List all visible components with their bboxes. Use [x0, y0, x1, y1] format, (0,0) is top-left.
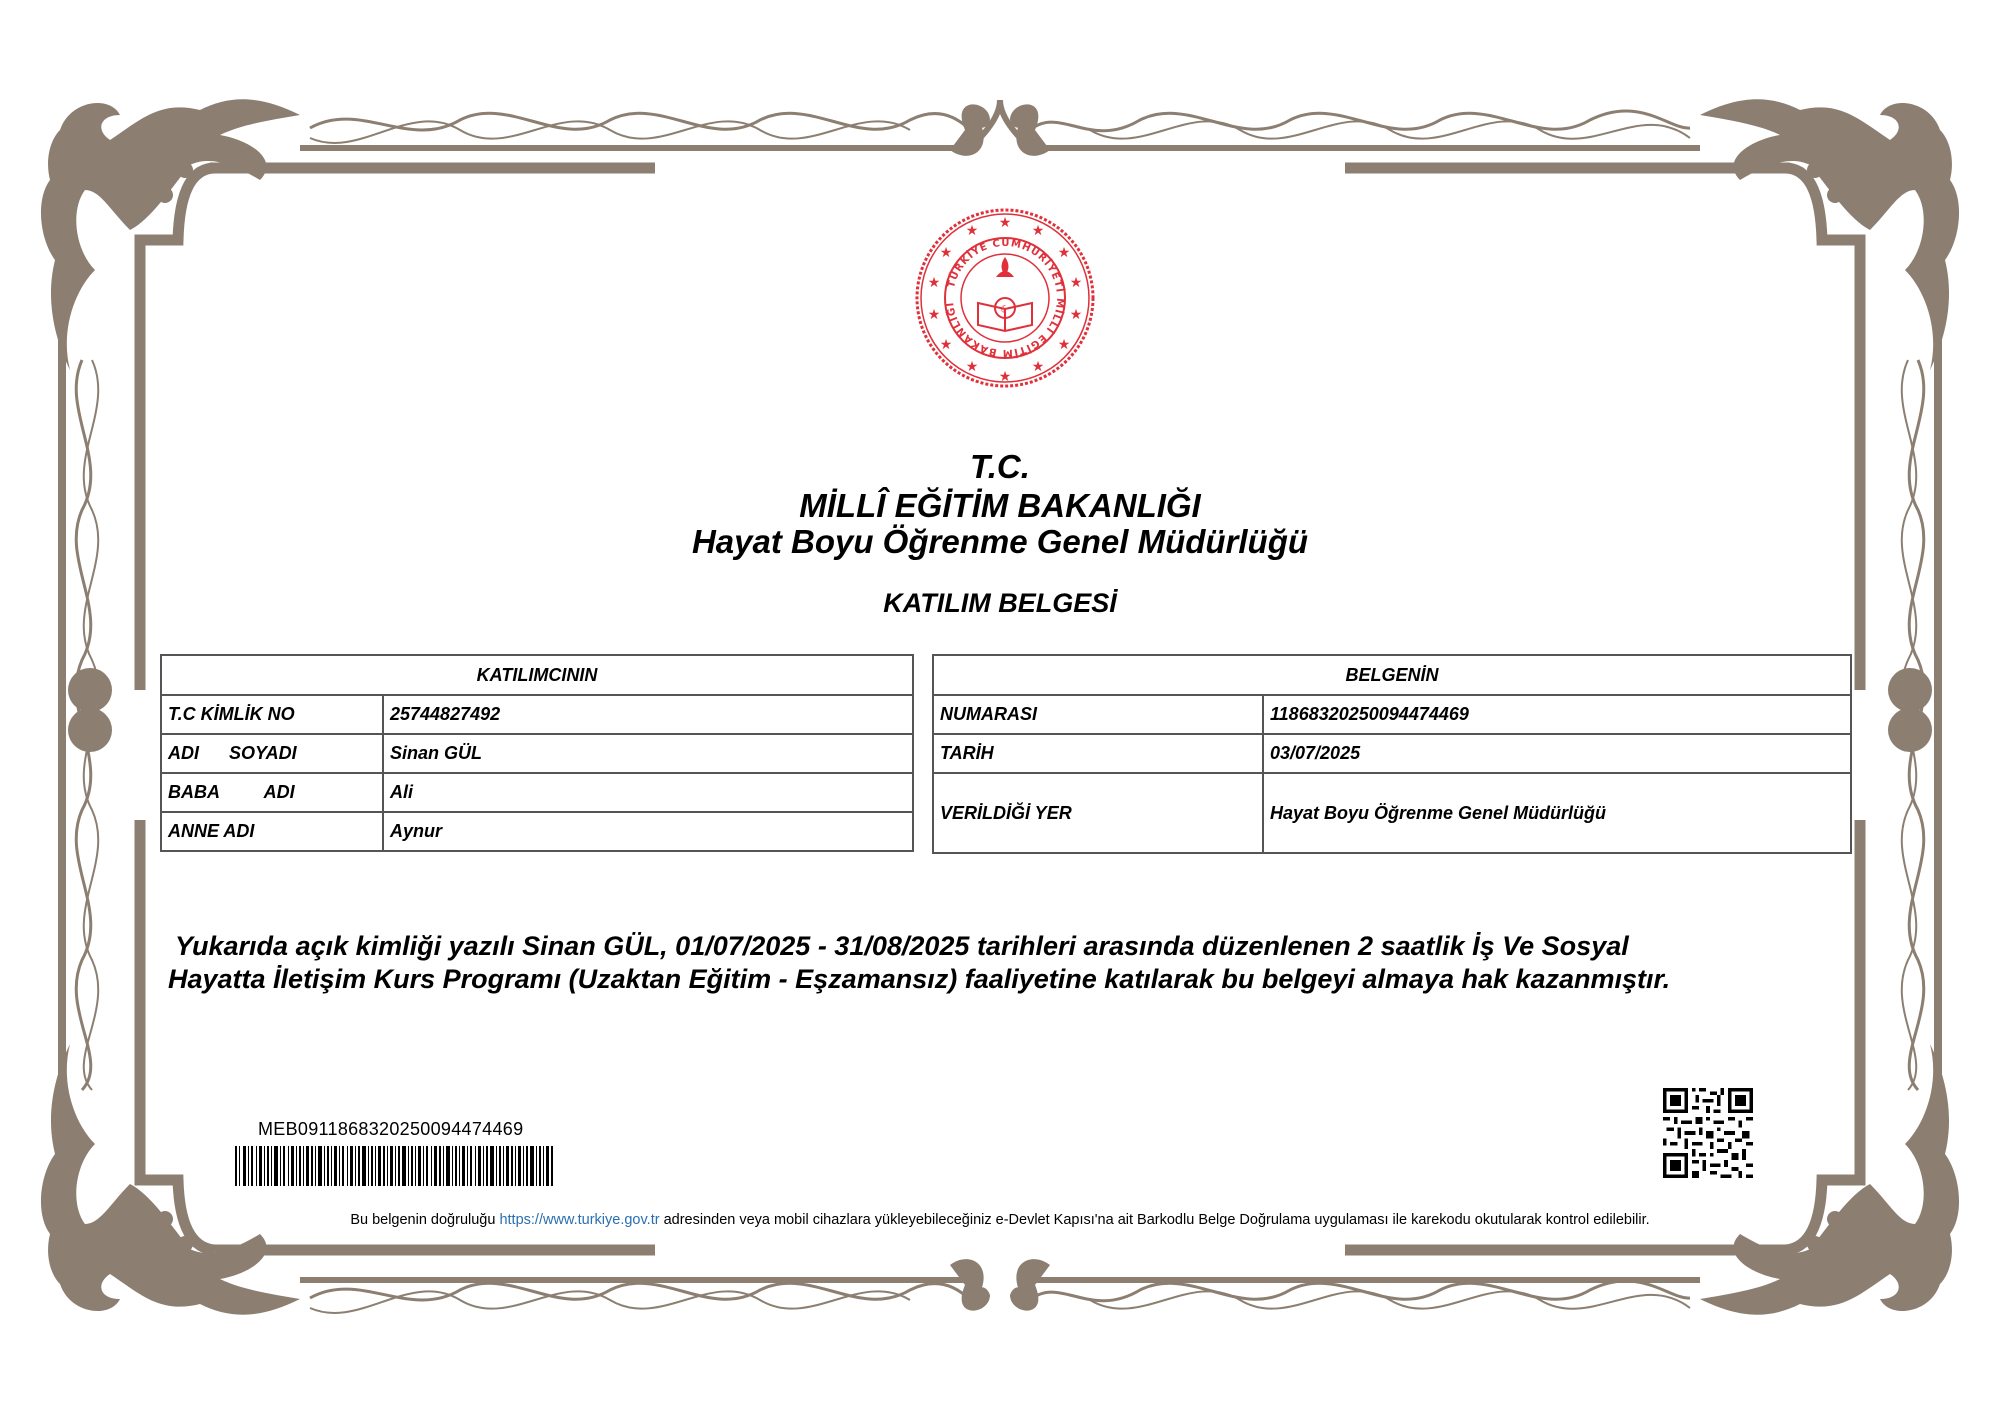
row-value-mother-name: Aynur [383, 812, 913, 851]
svg-text:★: ★ [927, 307, 941, 323]
svg-text:★: ★ [1057, 245, 1071, 261]
ministry-seal-logo [912, 205, 1098, 391]
row-label-number: NUMARASI [933, 695, 1263, 734]
table-row [933, 734, 1851, 773]
row-label-father-name: BABA ADI [161, 773, 383, 812]
row-label-tc-no: T.C KİMLİK NO [161, 695, 383, 734]
row-value-name: Sinan GÜL [383, 734, 913, 773]
verification-note [0, 1212, 2000, 1228]
statement-line-1: Yukarıda açık kimliği yazılı Sinan GÜL, 01/07/2025 - 31/08/2025 tarihleri arasında düzenlenen 2 saatlik İş Ve Sosyal [168, 931, 1629, 961]
row-label-date: TARİH [933, 734, 1263, 773]
row-value-issued-place: Hayat Boyu Öğrenme Genel Müdürlüğü [1263, 773, 1851, 853]
svg-text:★: ★ [965, 359, 979, 375]
row-value-date: 03/07/2025 [1263, 734, 1851, 773]
svg-text:★: ★ [965, 223, 979, 239]
participant-table-header: KATILIMCININ [161, 655, 913, 695]
table-row [161, 812, 913, 851]
table-row [161, 773, 913, 812]
row-value-father-name: Ali [383, 773, 913, 812]
table-row [161, 734, 913, 773]
verification-note-prefix: Bu belgenin doğruluğu [350, 1212, 500, 1228]
svg-text:★: ★ [998, 369, 1012, 385]
statement-line-2: Hayatta İletişim Kurs Programı (Uzaktan Eğitim - Eşzamansız) faaliyetine katılarak bu belgeyi almaya hak kazanmıştır. [168, 964, 1671, 994]
row-label-name: ADI SOYADI [161, 734, 383, 773]
svg-text:★: ★ [1069, 307, 1083, 323]
svg-text:★: ★ [998, 215, 1012, 231]
table-row [933, 773, 1851, 853]
svg-text:★: ★ [939, 245, 953, 261]
svg-text:★: ★ [1069, 275, 1083, 291]
document-table [932, 654, 1852, 854]
department-name: Hayat Boyu Öğrenme Genel Müdürlüğü [691, 523, 1309, 560]
row-value-number: 11868320250094474469 [1263, 695, 1851, 734]
document-table-header: BELGENİN [933, 655, 1851, 695]
turkiye-gov-link[interactable]: https://www.turkiye.gov.tr [499, 1212, 660, 1228]
row-label-mother-name: ANNE ADI [161, 812, 383, 851]
document-title: KATILIM BELGESİ [883, 588, 1117, 618]
qr-code-icon[interactable] [1663, 1088, 1753, 1178]
svg-text:★: ★ [1031, 359, 1045, 375]
verification-note-suffix: adresinden veya mobil cihazlara yükleyebileceğiniz e-Devlet Kapısı'na ait Barkodlu Belge Doğrulama uygulaması ile karekodu okutularak kontrol edilebilir. [659, 1212, 1650, 1228]
document-table-header-row [933, 655, 1851, 695]
table-row [161, 695, 913, 734]
svg-text:★: ★ [1057, 337, 1071, 353]
state-abbreviation: T.C. [970, 448, 1030, 485]
barcode-icon [235, 1146, 555, 1186]
ministry-name: MİLLÎ EĞİTİM BAKANLIĞI [799, 487, 1201, 524]
barcode-number: MEB0911868320250094474469 [258, 1119, 524, 1139]
svg-text:★: ★ [927, 275, 941, 291]
certificate-statement [168, 930, 1868, 996]
svg-text:TÜRKİYE CUMHURİYETİ MİLLİ EĞİT: TÜRKİYE CUMHURİYETİ MİLLİ EĞİTİM BAKANLIĞI [945, 237, 1066, 359]
participant-table [160, 654, 914, 852]
svg-text:★: ★ [939, 337, 953, 353]
row-label-issued-place: VERİLDİĞİ YER [933, 773, 1263, 853]
svg-text:★: ★ [1031, 223, 1045, 239]
participant-table-header-row [161, 655, 913, 695]
table-row [933, 695, 1851, 734]
row-value-tc-no: 25744827492 [383, 695, 913, 734]
svg-text:☾: ☾ [1000, 303, 1010, 316]
